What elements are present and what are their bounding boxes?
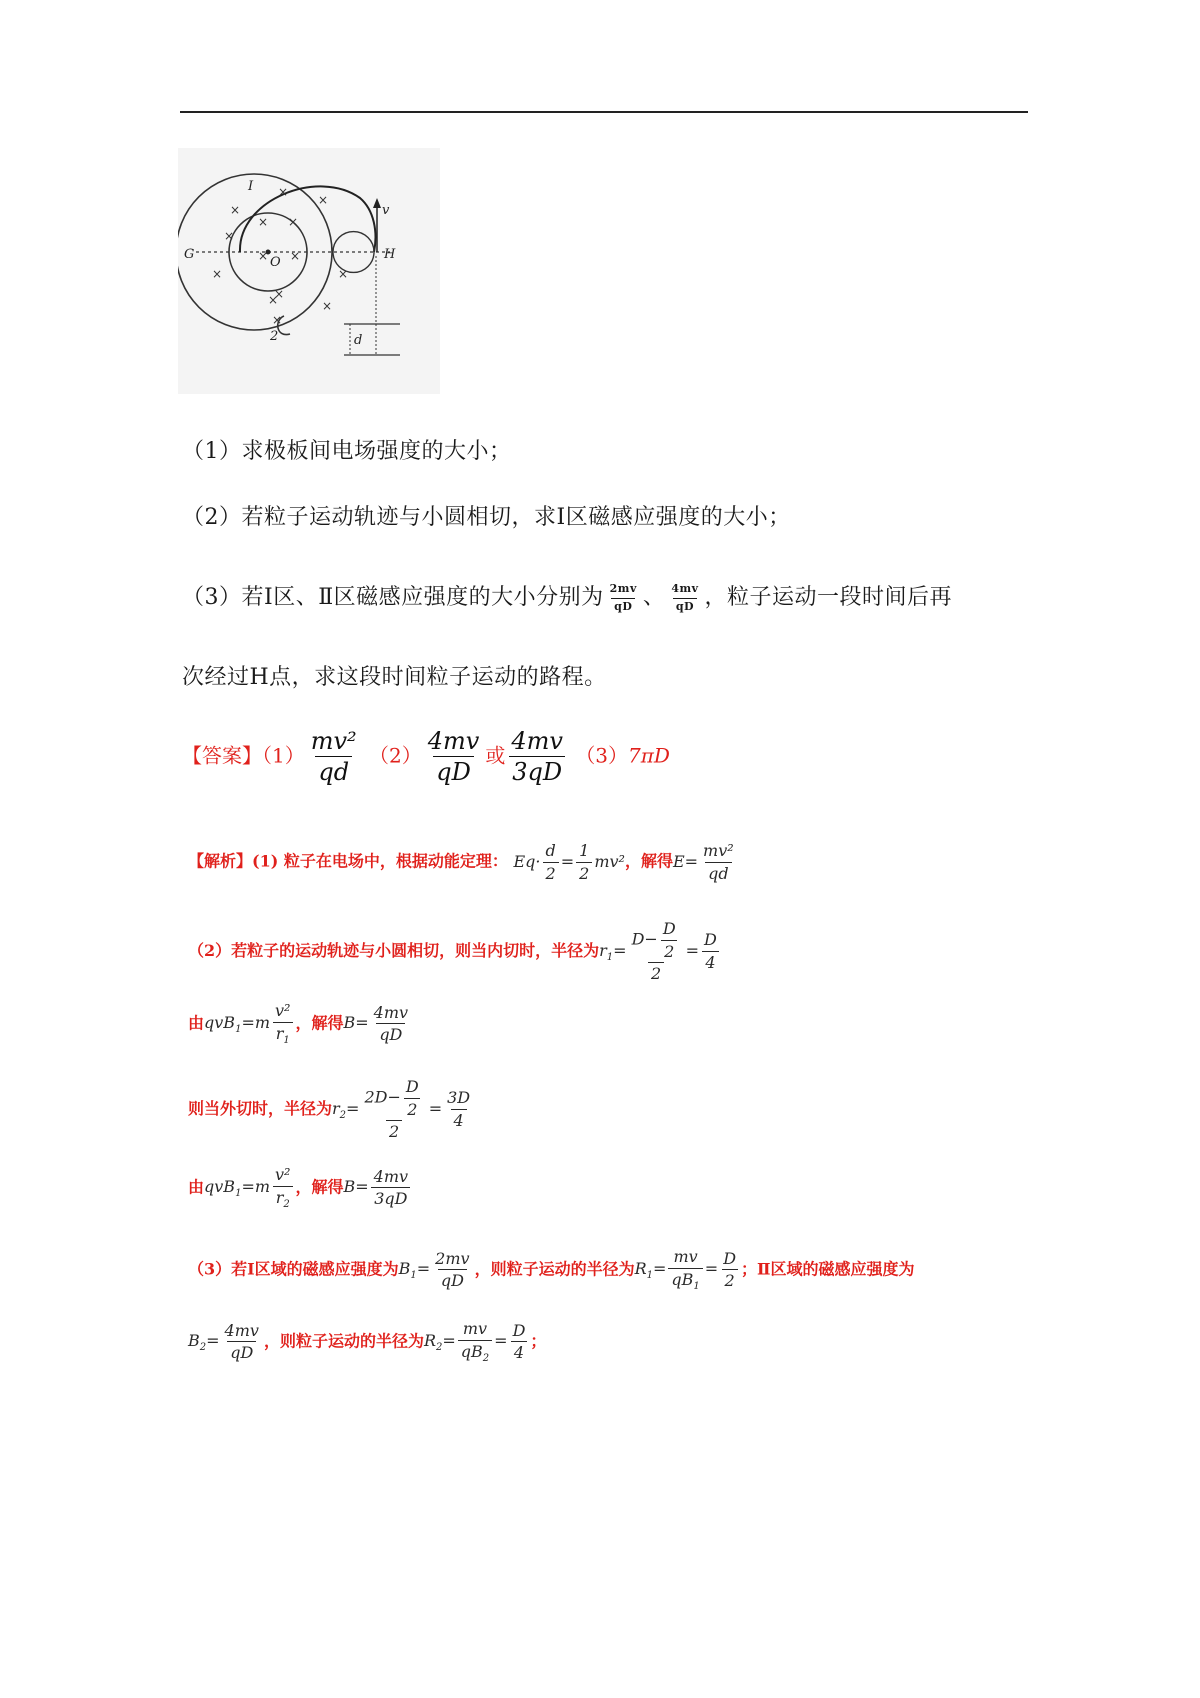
solution-step-4: 则当外切时，半径为$r_2=$ 2D− $\frac{D}{2}$ 2 = $\frac{3D}{4}$: [188, 1077, 471, 1142]
solution-step-6: （3）若Ⅰ区域的磁感应强度为$B_1=$ $\frac{2mv}{qD}$ ，则粒子运动的半径为$R_1=$ $\frac{mv}{qB_1}$ = $\frac{D}{2}$ ；Ⅱ区域的磁感应强度为: [188, 1247, 915, 1292]
svg-text:×: ×: [258, 215, 269, 229]
svg-text:×: ×: [272, 313, 283, 327]
svg-text:×: ×: [288, 215, 299, 229]
svg-text:d: d: [354, 333, 363, 348]
svg-text:×: ×: [322, 299, 333, 313]
solution-step-3: 由qvB$_1$=m $\frac{\text{v²}}{r_1}$ ，解得B= $\frac{4mv}{qD}$: [188, 1001, 409, 1046]
svg-text:×: ×: [224, 229, 235, 243]
solution-step-1: 【解析】(1) 粒子在电场中，根据动能定理： Eq· $\frac{d}{2}$ = $\frac{1}{2}$ mv²，解得E= $\frac{\text{mv²}}{qd}$: [188, 841, 734, 883]
question-1: （1）求极板间电场强度的大小；: [182, 439, 512, 464]
svg-text:I: I: [248, 179, 254, 194]
solution-step-2: （2）若粒子的运动轨迹与小圆相切，则当内切时，半径为$r_1=$ D− $\frac{D}{2}$ 2 = $\frac{D}{4}$: [188, 919, 717, 984]
solution-step-5: 由qvB$_1$=m $\frac{\text{v²}}{r_2}$ ，解得B= $\frac{4mv}{3qD}$: [188, 1166, 413, 1210]
svg-text:×: ×: [258, 249, 269, 263]
svg-text:×: ×: [268, 293, 279, 307]
magnetic-field-diagram: [178, 148, 440, 394]
svg-text:O: O: [270, 255, 281, 270]
header-rule: [180, 111, 1028, 113]
svg-text:×: ×: [278, 185, 289, 199]
svg-text:×: ×: [212, 267, 223, 281]
svg-text:×: ×: [274, 287, 285, 301]
svg-text:v: v: [382, 203, 390, 218]
answer-line: 【答案】（1） $\frac{\text{mv²}}{qd}$ （2） $\frac{4mv}{qD}$ 或 $\frac{4mv}{3qD}$ （3）7πD: [182, 727, 670, 787]
question-3-line1: （3）若Ⅰ区、Ⅱ区磁感应强度的大小分别为 $\frac{2mv}{qD}$ 、 $\frac{4mv}{qD}$ ，粒子运动一段时间后再: [182, 582, 953, 613]
svg-text:×: ×: [338, 267, 349, 281]
svg-text:G: G: [184, 247, 195, 262]
svg-text:×: ×: [318, 193, 329, 207]
question-2: （2）若粒子运动轨迹与小圆相切，求Ⅰ区磁感应强度的大小；: [182, 505, 791, 530]
solution-step-7: $B_2=$ $\frac{4mv}{qD}$ ，则粒子运动的半径为$R_2=$ $\frac{mv}{qB_2}$ = $\frac{D}{4}$ ；: [188, 1319, 547, 1364]
svg-text:×: ×: [230, 203, 241, 217]
svg-text:H: H: [384, 247, 396, 262]
svg-text:×: ×: [290, 249, 301, 263]
question-3-line2: 次经过H点，求这段时间粒子运动的路程。: [182, 665, 607, 690]
svg-text:2: 2: [270, 329, 279, 344]
